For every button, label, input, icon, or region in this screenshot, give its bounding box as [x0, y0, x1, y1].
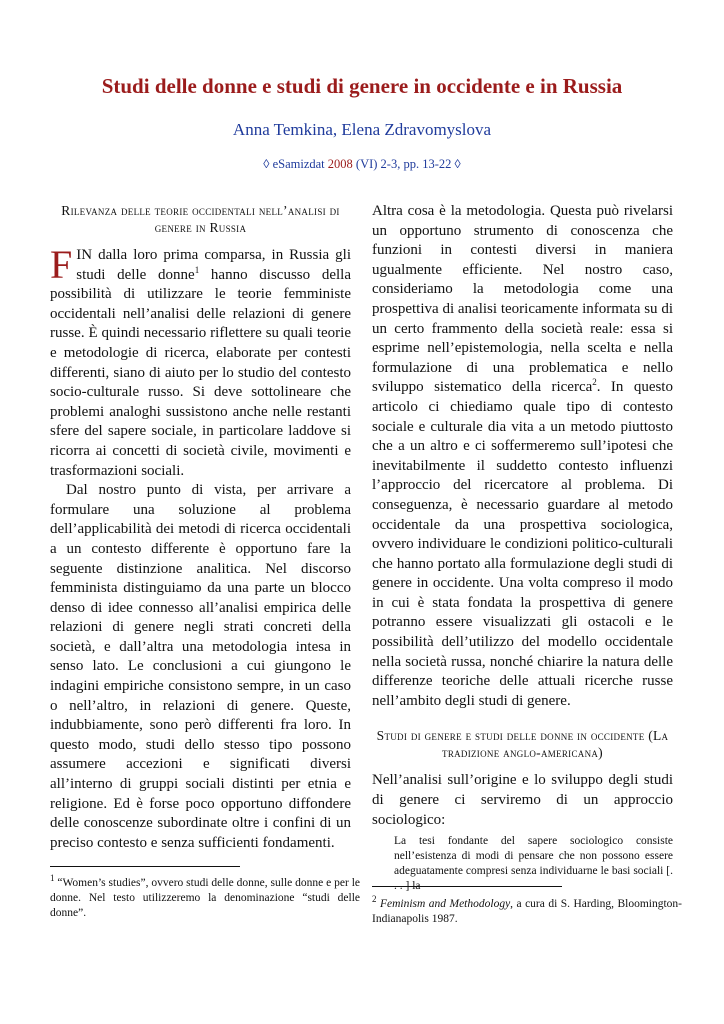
left-paragraph-2: Dal nostro punto di vista, per arrivare a formulare una soluzione al problema dell’applicabilità dei metodi di ricerca occidentali a un contesto differente è opportuno fare la seguente distinzione analitica. Nel discorso femminista distinguiamo da una parte un blocco denso di idee connesso all’analisi empirica delle relazioni di genere negli strati concreti della società, e dall’altra una metodologia intesa in senso lato. Le conclusioni a cui giungono le indagini empiriche consistono sempre, in un caso o nell’altro, in relazioni di genere. Queste, indubbiamente, sono però differenti fra loro. In questo modo, studi dello stesso tipo possono assumere accezioni e significati diversi all’interno di gruppi sociali distinti per etnia e religione. Ed è forse poco opportuno diffondere delle conoscenze subordinate oltre i confini di un preciso contesto e senza sufficienti fondamenti. — [50, 482, 351, 851]
page-title: Studi delle donne e studi di genere in occidente e in Russia — [101, 74, 623, 98]
drop-cap: F — [50, 242, 73, 287]
footnote-divider — [50, 866, 240, 867]
footnote-book-title: Feminism and Methodology — [379, 898, 511, 910]
footnote-mark: 1 — [50, 873, 55, 884]
journal-year: 2008 — [327, 157, 353, 171]
right-paragraph-2: Nell’analisi sull’origine e lo sviluppo degli studi di genere ci serviremo di un approccio sociologico: — [372, 772, 673, 828]
left-column — [50, 202, 351, 853]
section-heading-relevance: Rilevanza delle teorie occidentali nell’analisi di genere in Russia — [61, 203, 340, 235]
diamond-right-icon: ◊ — [454, 157, 461, 171]
footnote-divider — [372, 886, 562, 887]
paragraph-text: hanno discusso della possibilità di utilizzare le teorie femministe occidentali nell’analisi delle relazioni di genere russe. È quindi necessario riflettere su quali teorie e metodologie di ricerca, elaborate per contesti differenti, siano di aiuto per lo studio del contesto socio-culturale russo. Si deve sottolineare che problemi analoghi sussistono anche nelle restanti sfere del sapere sociale, in particolare laddove si ricorra ai concetti di società civile, movimenti e trasformazioni sociali. — [50, 266, 351, 479]
footnote-mark: 2 — [372, 894, 377, 905]
drop-cap-rest: IN — [76, 247, 93, 263]
diamond-left-icon: ◊ — [263, 157, 270, 171]
footnote-text: “Women’s studies”, ovvero studi delle donne, sulle donne e per le donne. Nel testo utilizzeremo la denominazione “studi delle donne”. — [50, 877, 360, 919]
footnote-2 — [372, 894, 682, 927]
footnote-ref-2[interactable]: 2 — [592, 377, 597, 388]
block-quote: La tesi fondante del sapere sociologico consiste nell’esistenza di modi di pensare che non possono essere adeguatamente compresi senza individuarne le basi sociali [. . . ] la — [394, 835, 673, 893]
paragraph-text: . In questo articolo ci chiediamo quale tipo di contesto sociale e culturale dia vita a un metodo piuttosto che a un altro e ci soffermeremo sull’ipotesi che inevitabilmente il suddetto contesto influenzi l’approccio del ricercatore al problema. Di conseguenza, è necessario guardare al metodo occidentale da una prospettiva sociologica, ovvero individuare le condizioni politico-culturali che hanno portato alla formulazione degli studi di genere in occidente. Una volta compreso il modo in cui è stata fondata la prospettiva di genere potranno essere visualizzati gli ostacoli e le possibilità dell’utilizzo del modello occidentale nella società russa, nonché chiarire la natura delle differenze teoriche delle attuali ricerche russe nell’ambito degli studi di genere. — [372, 379, 673, 709]
section-heading-gender-studies: Studi di genere e studi delle donne in occidente (La tradizione anglo-americana) — [376, 728, 669, 761]
footnote-1 — [50, 873, 360, 921]
paragraph-text: Altra cosa è la metodologia. Questa può rivelarsi un opportuno strumento di conoscenza che funzioni in contesti diversi in maniera ugualmente efficiente. Nel nostro caso, consideriamo la metodologia come una prospettiva di analisi teoricamente informata su di un certo frammento della società reale: essa si esprime nell’epistemologia, nella scelta e nella formulazione di una problematica e nello sviluppo sistematico della ricerca — [372, 203, 673, 396]
journal-name: eSamizdat — [272, 157, 325, 171]
left-paragraph-1 — [50, 242, 351, 481]
paragraph-text: dalla loro prima comparsa, in Russia gli studi delle donne — [76, 247, 351, 283]
footnote-text: , a cura di S. Harding, Bloomington-Indianapolis 1987. — [372, 898, 682, 925]
authors: Anna Temkina, Elena Zdravomyslova — [232, 120, 492, 139]
footnote-ref-1[interactable]: 1 — [194, 264, 200, 275]
journal-volume: (VI) 2-3, pp. 13-22 — [355, 157, 452, 171]
right-column — [372, 202, 673, 894]
citation-line — [0, 157, 724, 172]
right-paragraph-1 — [372, 202, 673, 711]
